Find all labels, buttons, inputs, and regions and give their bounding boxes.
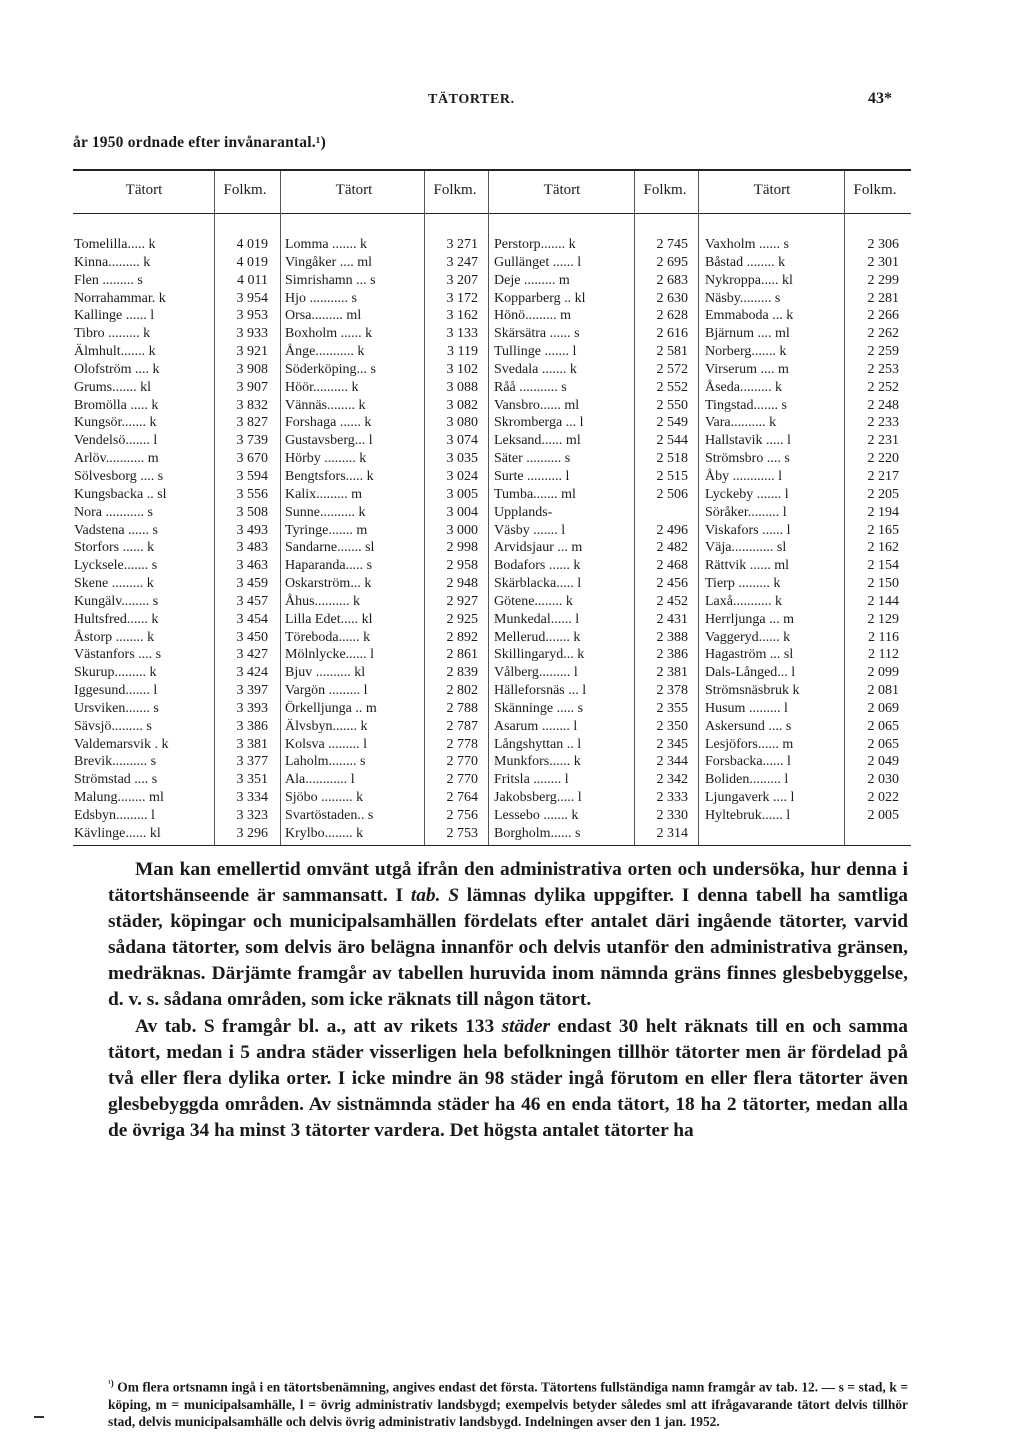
population-value: 3 102 <box>446 361 478 377</box>
tatort-name: Lomma ....... k <box>285 237 368 252</box>
tatort-name: Hönö......... m <box>494 308 571 324</box>
population-value: 3 933 <box>236 326 268 342</box>
tatort-name: Upplands- <box>494 504 553 520</box>
population-value: 2 892 <box>446 629 478 645</box>
population-value: 2 861 <box>446 647 478 663</box>
population-value: 2 552 <box>656 379 688 395</box>
tatort-name: Iggesund....... l <box>74 683 158 699</box>
population-value: 2 253 <box>867 361 899 377</box>
population-value: 4 011 <box>237 272 268 288</box>
tatort-name: Tumba....... ml <box>494 486 576 502</box>
population-value: 3 953 <box>236 308 268 324</box>
tatort-name: Väja............ sl <box>705 540 787 556</box>
population-value: 2 683 <box>656 272 688 288</box>
tatort-name: Jakobsberg..... l <box>494 790 582 806</box>
tatort-name: Skärsätra ...... s <box>494 326 580 342</box>
column-divider <box>280 171 281 845</box>
column-divider <box>698 171 699 845</box>
population-value: 2 616 <box>656 326 688 342</box>
tatort-name: Surte .......... l <box>494 468 570 484</box>
population-value: 3 323 <box>236 808 268 823</box>
tatort-name: Vendelsö....... l <box>74 433 158 449</box>
tatort-name: Tibro ......... k <box>74 326 151 342</box>
tatort-name: Lycksele....... s <box>74 558 158 574</box>
population-value: 2 386 <box>656 647 688 663</box>
population-value: 2 482 <box>656 540 688 556</box>
population-value: 3 483 <box>236 540 268 556</box>
population-value: 2 129 <box>867 611 899 627</box>
population-value: 2 787 <box>446 718 478 734</box>
population-value: 2 695 <box>656 254 688 270</box>
tatort-name: Vara.......... k <box>705 415 777 431</box>
population-value: 2 431 <box>656 611 688 627</box>
tatort-name: Olofström .... k <box>74 361 160 377</box>
tatort-name: Gullänget ...... l <box>494 254 582 270</box>
tatort-name: Tyringe....... m <box>285 522 368 538</box>
population-value: 2 350 <box>656 718 688 734</box>
tatort-name: Lyckeby ....... l <box>705 486 789 502</box>
population-value: 2 112 <box>868 647 899 663</box>
tatort-name: Boliden......... l <box>705 772 789 788</box>
tatort-name: Sandarne....... sl <box>285 540 375 556</box>
population-value: 2 205 <box>867 486 899 502</box>
population-value: 2 220 <box>867 451 899 467</box>
population-value: 2 998 <box>446 540 478 556</box>
tatort-name: Säter .......... s <box>494 451 571 467</box>
column-header-tatort: Tätort <box>543 182 581 198</box>
population-value: 3 271 <box>446 237 478 252</box>
tatort-name: Lilla Edet..... kl <box>285 611 373 627</box>
tatort-name: Deje ......... m <box>494 272 570 288</box>
population-value: 3 334 <box>236 790 268 806</box>
tatort-name: Åseda......... k <box>705 379 782 395</box>
tatort-name: Hagaström ... sl <box>705 647 794 663</box>
tatort-name: Västanfors .... s <box>74 647 162 663</box>
population-value: 3 207 <box>446 272 478 288</box>
tatort-name: Bromölla ..... k <box>74 397 159 413</box>
tatort-name: Mölnlycke...... l <box>285 647 375 663</box>
tatort-name: Söråker......... l <box>705 504 787 520</box>
tatort-name: Forshaga ...... k <box>285 415 372 431</box>
population-value: 2 515 <box>656 468 688 484</box>
population-value: 2 958 <box>446 558 478 574</box>
tatort-name: Husum ......... l <box>705 700 788 716</box>
tatort-name: Ursviken....... s <box>74 700 159 716</box>
population-value: 3 080 <box>446 415 478 431</box>
population-value: 2 753 <box>446 825 478 841</box>
tatort-name: Simrishamn ... s <box>285 272 376 288</box>
tatort-name: Kopparberg .. kl <box>494 290 586 306</box>
population-value: 2 342 <box>656 772 688 788</box>
tatort-name: Herrljunga ... m <box>705 611 795 627</box>
table-bottom-rule <box>73 845 911 846</box>
population-value: 2 314 <box>656 825 688 841</box>
margin-mark <box>34 1416 44 1418</box>
tatort-name: Bodafors ...... k <box>494 558 581 574</box>
tatort-name: Boxholm ...... k <box>285 326 373 342</box>
tatort-name: Vaggeryd...... k <box>705 629 791 645</box>
population-value: 3 397 <box>236 683 268 699</box>
tatort-name: Asarum ........ l <box>494 718 578 734</box>
tatort-name: Vansbro...... ml <box>494 397 580 413</box>
tatort-name: Flen ......... s <box>74 272 143 288</box>
population-value: 4 019 <box>236 237 268 252</box>
tatort-name: Brevik.......... s <box>74 754 157 770</box>
population-value: 3 386 <box>236 718 268 734</box>
population-value: 2 248 <box>867 397 899 413</box>
tatort-name: Hyltebruk...... l <box>705 808 791 823</box>
tatort-name: Edsbyn......... l <box>74 808 155 823</box>
tatort-name: Strömstad .... s <box>74 772 158 788</box>
tatort-name: Gustavsberg... l <box>285 433 373 449</box>
population-value: 3 832 <box>236 397 268 413</box>
population-value: 2 468 <box>656 558 688 574</box>
tatort-name: Hälleforsnäs ... l <box>494 683 587 699</box>
population-value: 2 194 <box>867 504 899 520</box>
tatort-name: Skillingaryd... k <box>494 647 585 663</box>
population-value: 2 549 <box>656 415 688 431</box>
tatort-name: Sjöbo ......... k <box>285 790 364 806</box>
tatort-name: Lesjöfors...... m <box>705 736 794 752</box>
population-value: 3 119 <box>447 344 478 360</box>
population-value: 2 355 <box>656 700 688 716</box>
tatort-name: Hörby ......... k <box>285 451 367 467</box>
footnote-marker: ¹) <box>108 1378 114 1388</box>
population-value: 2 266 <box>867 308 899 324</box>
population-value: 2 381 <box>656 665 688 681</box>
population-value: 3 594 <box>236 468 268 484</box>
tatort-name: Kinna......... k <box>74 254 151 270</box>
tatort-name: Arlöv........... m <box>74 451 159 467</box>
population-value: 2 217 <box>867 468 899 484</box>
population-value: 3 162 <box>446 308 478 324</box>
tatort-name: Kalix......... m <box>285 486 362 502</box>
population-value: 3 739 <box>236 433 268 449</box>
tatort-name: Haparanda..... s <box>285 558 373 574</box>
population-value: 2 022 <box>867 790 899 806</box>
tatort-name: Bjärnum .... ml <box>705 326 790 342</box>
population-value: 2 518 <box>656 451 688 467</box>
tatort-name: Örkelljunga .. m <box>285 700 377 716</box>
population-value: 3 074 <box>446 433 478 449</box>
tatort-name: Kolsva ......... l <box>285 736 368 752</box>
population-value: 2 388 <box>656 629 688 645</box>
population-value: 3 457 <box>236 593 268 609</box>
population-value: 3 393 <box>236 700 268 716</box>
tatort-name: Dals-Långed... l <box>705 665 796 681</box>
population-value: 3 035 <box>446 451 478 467</box>
table-header-rule <box>73 213 911 214</box>
column-header-tatort: Tätort <box>125 182 163 198</box>
population-value: 2 306 <box>867 237 899 252</box>
tatort-name: Tingstad....... s <box>705 397 787 413</box>
column-header-folkm: Folkm. <box>853 182 897 198</box>
tatort-name: Orsa......... ml <box>285 308 362 324</box>
body-text <box>108 857 908 1144</box>
tatort-name: Ånge........... k <box>285 344 365 360</box>
tatort-name: Oskarström... k <box>285 576 372 592</box>
tatort-name: Virserum .... m <box>705 361 789 377</box>
population-value: 2 788 <box>446 700 478 716</box>
tatort-name: Näsby......... s <box>705 290 781 306</box>
tatort-name: Svartöstaden.. s <box>285 808 374 823</box>
tatort-name: Åhus.......... k <box>285 593 361 609</box>
tatort-name: Höör.......... k <box>285 379 359 395</box>
population-value: 3 556 <box>236 486 268 502</box>
population-value: 2 628 <box>656 308 688 324</box>
column-header-folkm: Folkm. <box>433 182 477 198</box>
tatort-name: Krylbo........ k <box>285 825 364 841</box>
tatort-name: Emmaboda ... k <box>705 308 794 324</box>
population-value: 3 377 <box>236 754 268 770</box>
tatort-name: Bjuv .......... kl <box>285 665 366 681</box>
tatort-name: Vargön ......... l <box>285 683 368 699</box>
population-value: 3 450 <box>236 629 268 645</box>
population-value: 3 172 <box>446 290 478 306</box>
population-value: 2 496 <box>656 522 688 538</box>
tatort-name: Skromberga ... l <box>494 415 584 431</box>
population-value: 2 456 <box>656 576 688 592</box>
tatort-name: Vadstena ...... s <box>74 522 158 538</box>
paragraph-2: Av tab. S framgår bl. a., att av rikets 133 städer endast 30 helt räknats till en och samma tätort, medan i 5 andra städer visserligen hela befolkningen tillhör tätorter men är fördelad på två eller flera dylika orter. I icke mindre än 98 städer ingå förutom en eller flera tätorter även glesbebyggda områden. Av sistnämnda städer ha 46 en enda tätort, 18 ha 2 tätorter, medan alla de övriga 34 ha minst 3 tätorter vardera. Det högsta antalet tätorter ha <box>108 1015 908 1141</box>
population-value: 2 770 <box>446 754 478 770</box>
population-value: 3 296 <box>236 825 268 841</box>
population-value: 2 099 <box>867 665 899 681</box>
tatort-name: Kallinge ...... l <box>74 308 155 324</box>
tatort-name: Valdemarsvik . k <box>74 736 169 752</box>
population-value: 2 330 <box>656 808 688 823</box>
tatort-name: Ala............ l <box>285 772 355 788</box>
population-value: 2 081 <box>867 683 899 699</box>
tatort-name: Hallstavik ..... l <box>705 433 791 449</box>
population-value: 2 345 <box>656 736 688 752</box>
tatort-name: Forsbacka...... l <box>705 754 791 770</box>
tatort-name: Sölvesborg .... s <box>74 468 164 484</box>
tatort-name: Götene........ k <box>494 593 573 609</box>
population-value: 3 381 <box>236 736 268 752</box>
population-value: 2 065 <box>867 718 899 734</box>
tatort-name: Leksand...... ml <box>494 433 581 449</box>
population-value: 2 764 <box>446 790 478 806</box>
population-value: 2 165 <box>867 522 899 538</box>
tatort-name: Storfors ...... k <box>74 540 155 556</box>
tatort-name: Ljungaverk .... l <box>705 790 795 806</box>
population-value: 2 745 <box>656 237 688 252</box>
population-value: 2 144 <box>867 593 899 609</box>
tatort-name: Tullinge ....... l <box>494 344 577 360</box>
tatort-name: Älvsbyn....... k <box>285 718 368 734</box>
tatort-name: Askersund .... s <box>705 718 792 734</box>
population-value: 3 427 <box>236 647 268 663</box>
population-value: 2 778 <box>446 736 478 752</box>
population-value: 2 581 <box>656 344 688 360</box>
tatort-name: Skänninge ..... s <box>494 700 584 716</box>
tatort-name: Bengtsfors..... k <box>285 468 374 484</box>
tatort-name: Laholm........ s <box>285 754 366 770</box>
population-value: 3 351 <box>236 772 268 788</box>
tatort-name: Borgholm...... s <box>494 825 581 841</box>
tatort-name: Sävsjö......... s <box>74 718 152 734</box>
population-value: 2 299 <box>867 272 899 288</box>
tatort-name: Älmhult....... k <box>74 344 156 360</box>
population-value: 2 630 <box>656 290 688 306</box>
tatort-name: Kungsör....... k <box>74 415 157 431</box>
tatort-name: Skene ......... k <box>74 576 154 592</box>
population-value: 2 259 <box>867 344 899 360</box>
tatort-name: Nykroppa..... kl <box>705 272 793 288</box>
tatort-name: Åby ............ l <box>705 468 782 484</box>
tatort-name: Åstorp ........ k <box>74 629 155 645</box>
population-value: 2 252 <box>867 379 899 395</box>
population-value: 2 233 <box>867 415 899 431</box>
population-value: 3 463 <box>236 558 268 574</box>
tatort-name: Kungsbacka .. sl <box>74 486 167 502</box>
tatort-name: Sunne.......... k <box>285 504 366 520</box>
population-value: 2 333 <box>656 790 688 806</box>
tatort-name: Vaxholm ...... s <box>705 237 789 252</box>
population-value: 2 154 <box>867 558 899 574</box>
population-value: 2 506 <box>656 486 688 502</box>
population-value: 2 116 <box>868 629 899 645</box>
tatort-name: Töreboda...... k <box>285 629 371 645</box>
population-value: 2 756 <box>446 808 478 823</box>
population-value: 3 133 <box>446 326 478 342</box>
tatort-name: Vålberg......... l <box>494 665 578 681</box>
page-header-left: år 1950 ordnade efter invånarantal.¹) <box>73 134 327 151</box>
population-value: 2 452 <box>656 593 688 609</box>
population-value: 3 005 <box>446 486 478 502</box>
population-value: 3 908 <box>236 361 268 377</box>
population-value: 2 030 <box>867 772 899 788</box>
paragraph-1: Man kan emellertid omvänt utgå ifrån den administrativa orten och undersöka, hur denna i tätortshänseende är sammansatt. I tab. S lämnas dylika uppgifter. I denna tabell ha samtliga städer, köpingar och municipalsamhällen fördelats efter antalet däri ingående tätorter, varvid sådana tätorter, som delvis äro belägna innanför och delvis utanför den administrativa gränsen, medräknas. Därjämte framgår av tabellen huruvida inom nämnda gräns finnes glesbebyggelse, d. v. s. sådana områden, som icke räknats till någon tätort. <box>108 859 908 1011</box>
population-value: 2 344 <box>656 754 688 770</box>
population-value: 3 004 <box>446 504 478 520</box>
population-value: 2 231 <box>867 433 899 449</box>
population-value: 2 049 <box>867 754 899 770</box>
population-value: 4 019 <box>236 254 268 270</box>
tatort-name: Långshyttan .. l <box>494 736 582 752</box>
footnote: $^{^1)}$ Om flera ortsnamn ingå i en tätortsbenämning, angives endast det första. Tätortens fullständiga namn framgår av tab. 12. — s = stad, k = köping, m = municipalsamhälle, l = övrig administrativ landsbygd; exempelvis betyder således sml att ifrågavarande tätort delvis tillhör stad, delvis municipalsamhälle och delvis övrig administrativ landsbygd. Indelningen avser den 1 jan. 1952. <box>108 1378 908 1429</box>
population-value: 2 262 <box>867 326 899 342</box>
population-value: 3 508 <box>236 504 268 520</box>
tatort-name: Fritsla ........ l <box>494 772 569 788</box>
tatort-name: Norberg....... k <box>705 344 787 360</box>
population-value: 2 572 <box>656 361 688 377</box>
tatort-name: Nora ........... s <box>74 504 153 520</box>
tatort-name: Munkedal...... l <box>494 611 580 627</box>
tatort-name: Vingåker .... ml <box>285 254 373 270</box>
population-value: 2 065 <box>867 736 899 752</box>
tatort-name: Arvidsjaur ... m <box>494 540 583 556</box>
population-value: 3 082 <box>446 397 478 413</box>
tatort-name: Strömsbro .... s <box>705 451 790 467</box>
tatort-name: Munkfors...... k <box>494 754 581 770</box>
population-value: 2 948 <box>446 576 478 592</box>
tatort-name: Råå ........... s <box>494 379 567 395</box>
population-value: 2 069 <box>867 700 899 716</box>
tatort-name: Söderköping... s <box>285 361 376 377</box>
population-value: 2 550 <box>656 397 688 413</box>
table-top-rule <box>73 169 911 171</box>
population-value: 3 000 <box>446 522 478 538</box>
population-value: 3 459 <box>236 576 268 592</box>
population-value: 2 927 <box>446 593 478 609</box>
tatort-name: Svedala ....... k <box>494 361 577 377</box>
population-value: 3 247 <box>446 254 478 270</box>
tatort-name: Väsby ....... l <box>494 522 566 538</box>
tatort-name: Tomelilla..... k <box>74 237 156 252</box>
tatort-name: Kungälv........ s <box>74 593 159 609</box>
population-value: 3 670 <box>236 451 268 467</box>
tatort-name: Perstorp....... k <box>494 237 576 252</box>
tatort-name: Rättvik ...... ml <box>705 558 789 574</box>
tatort-name: Skärblacka..... l <box>494 576 582 592</box>
population-value: 3 024 <box>446 468 478 484</box>
population-value: 2 378 <box>656 683 688 699</box>
population-value: 2 281 <box>867 290 899 306</box>
population-value: 3 954 <box>236 290 268 306</box>
tatort-name: Grums....... kl <box>74 379 151 395</box>
population-value: 2 301 <box>867 254 899 270</box>
population-value: 2 162 <box>867 540 899 556</box>
tatort-name: Hjo ........... s <box>285 290 357 306</box>
running-title: TÄTORTER. <box>428 92 515 107</box>
tatort-name: Tierp ......... k <box>705 576 781 592</box>
tatort-name: Båstad ........ k <box>705 254 786 270</box>
population-value: 2 802 <box>446 683 478 699</box>
tatort-name: Mellerud....... k <box>494 629 581 645</box>
column-header-folkm: Folkm. <box>223 182 267 198</box>
tatort-name: Kävlinge...... kl <box>74 825 161 841</box>
population-value: 2 544 <box>656 433 688 449</box>
population-value: 3 088 <box>446 379 478 395</box>
tatort-name: Malung........ ml <box>74 790 164 806</box>
population-value: 2 770 <box>446 772 478 788</box>
column-header-tatort: Tätort <box>753 182 791 198</box>
column-divider <box>488 171 489 845</box>
population-value: 3 454 <box>236 611 268 627</box>
tatort-name: Vännäs........ k <box>285 397 366 413</box>
tatort-name: Norrahammar. k <box>74 290 166 306</box>
tatort-name: Strömsnäsbruk k <box>705 683 800 699</box>
population-value: 3 827 <box>236 415 268 431</box>
tatort-name: Laxå........... k <box>705 593 782 609</box>
population-value: 3 921 <box>236 344 268 360</box>
column-header-folkm: Folkm. <box>643 182 687 198</box>
population-value: 3 424 <box>236 665 268 681</box>
tatort-name: Viskafors ...... l <box>705 522 791 538</box>
column-header-tatort: Tätort <box>335 182 373 198</box>
tatort-name: Hultsfred...... k <box>74 611 159 627</box>
tatort-name: Lessebo ....... k <box>494 808 579 823</box>
tatort-name: Skurup......... k <box>74 665 157 681</box>
population-value: 3 907 <box>236 379 268 395</box>
population-value: 2 005 <box>867 808 899 823</box>
population-value: 2 839 <box>446 665 478 681</box>
population-value: 3 493 <box>236 522 268 538</box>
population-value: 2 925 <box>446 611 478 627</box>
population-value: 2 150 <box>867 576 899 592</box>
page-number: 43* <box>868 90 892 107</box>
